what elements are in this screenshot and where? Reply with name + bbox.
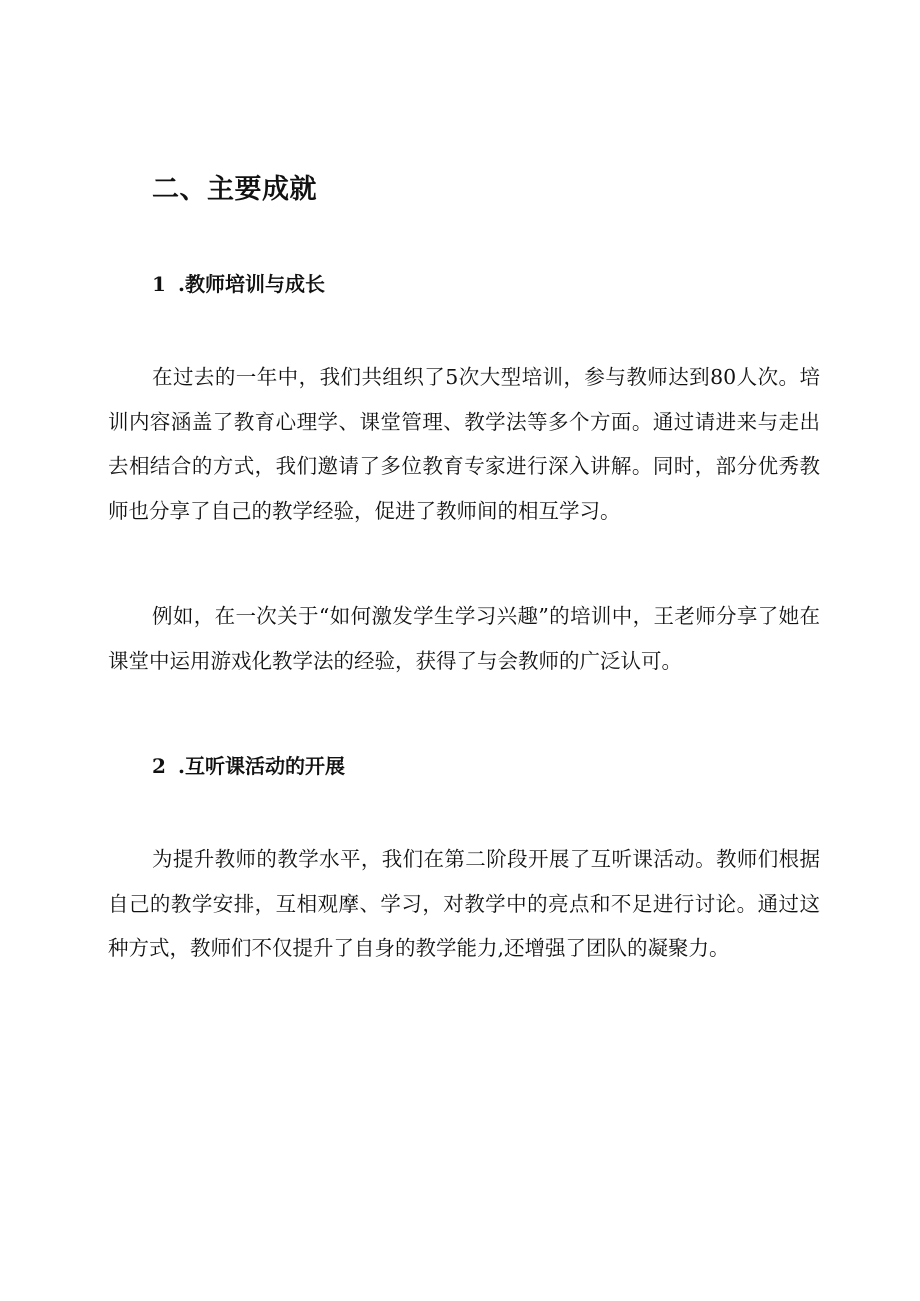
paragraph-peer-observation: 为提升教师的教学水平，我们在第二阶段开展了互听课活动。教师们根据自己的教学安排，互相观摩、学习，对教学中的亮点和不足进行讨论。通过这种方式，教师们不仅提升了自身的教学能力,还增强了团队的凝聚力。 <box>108 847 820 960</box>
subsection-number: 1 <box>152 272 166 296</box>
subsection-title: .教师培训与成长 <box>178 272 325 296</box>
subsection-heading-training <box>152 269 325 299</box>
subsection-title: .互听课活动的开展 <box>178 754 345 778</box>
section-title: 二、主要成就 <box>152 174 317 205</box>
paragraph-training-summary: 在过去的一年中，我们共组织了5次大型培训，参与教师达到80人次。培训内容涵盖了教育心理学、课堂管理、教学法等多个方面。通过请进来与走出去相结合的方式，我们邀请了多位教育专家进行深入讲解。同时，部分优秀教师也分享了自己的教学经验，促进了教师间的相互学习。 <box>108 365 820 523</box>
subsection-number: 2 <box>152 754 166 778</box>
paragraph-training-example: 例如，在一次关于“如何激发学生学习兴趣”的培训中，王老师分享了她在课堂中运用游戏化教学法的经验，获得了与会教师的广泛认可。 <box>108 604 820 673</box>
subsection-heading-peer-observation <box>152 751 345 781</box>
